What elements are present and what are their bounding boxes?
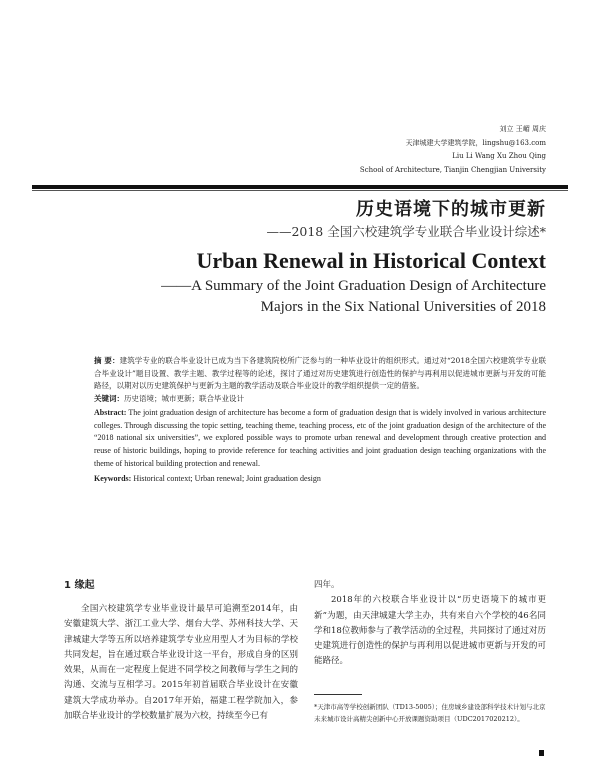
header-rule <box>32 185 568 189</box>
keywords-cn <box>94 393 546 406</box>
keywords-label-en: Keywords: <box>94 473 132 483</box>
keywords-label-cn: 关键词： <box>94 393 124 403</box>
abstract-label-en: Abstract: <box>94 408 127 417</box>
body-paragraph-left: 全国六校建筑学专业毕业设计最早可追溯至2014年，由安徽建筑大学、浙江工业大学、烟台大学、苏州科技大学、天津城建大学等五所以培养建筑学专业应用型人才为目标的学校共同发起，旨在通过联合毕业设计这一平台，形成自身的区别效果，从而在一定程度上促进不同学校之间教师与学生之间的沟通、交流与互相学习。2015年初首届联合毕业设计在安徽建筑大学成功举办。自2017年开始，福建工程学院加入，参加联合毕业设计的学校数量扩展为六校，持续至今已有 <box>64 604 298 722</box>
abstract-block <box>94 355 546 485</box>
body-paragraph-right: 2018年的六校联合毕业设计以“历史语境下的城市更新”为题，由天津城建大学主办，共有来自六个学校的46名同学和18位教师参与了教学活动的全过程，共同探讨了通过对历史建筑进行创造性的保护与再利用以促进城市更新与开发的可能路径。 <box>314 595 546 667</box>
page-corner-mark <box>539 750 544 756</box>
subtitle-en-line-1: ——A Summary of the Joint Graduation Design of Architecture <box>161 278 546 294</box>
keywords-en <box>94 473 546 486</box>
abstract-label-cn: 摘 要： <box>94 356 120 365</box>
section-heading: 1 缘起 <box>64 580 95 591</box>
keywords-text-en: Historical context; Urban renewal; Joint graduation design <box>133 473 321 483</box>
footnote-rule <box>314 694 362 695</box>
header-rule-thin <box>32 190 568 191</box>
author-info <box>246 123 546 177</box>
author-names-cn: 刘立 王嵋 周庆 <box>499 125 546 133</box>
author-affiliation-cn: 天津城建大学建筑学院，lingshu@163.com <box>405 138 546 147</box>
subtitle-cn: ——2018 全国六校建筑学专业联合毕业设计综述* <box>266 224 546 239</box>
body-column-left <box>64 578 298 724</box>
keywords-text-cn: 历史语境；城市更新；联合毕业设计 <box>124 393 244 403</box>
abstract-text-cn: 建筑学专业的联合毕业设计已成为当下各建筑院校所广泛参与的一种毕业设计的组织形式。通过对“2018全国六校建筑学专业联合毕业设计”题目设置、教学主题、教学过程等的论述，探讨了通过对历史建筑进行创造性的保护与再利用以促进城市更新与开发的可能路径，以期对以历史建筑保护与更新为主题的教学活动及联合毕业设计的教学组织提供一定的借鉴。 <box>94 356 546 390</box>
abstract-cn <box>94 355 546 393</box>
footnote: *天津市高等学校创新团队（TD13-5005）；住房城乡建设部科学技术计划与北京未来城市设计高精尖创新中心开放课题资助项目（UDC2017020212）。 <box>314 703 546 723</box>
author-affiliation-en: School of Architecture, Tianjin Chengjian University <box>359 165 546 174</box>
subtitle-en-line-2: Majors in the Six National Universities of 2018 <box>260 299 546 315</box>
abstract-en <box>94 407 546 471</box>
title-cn: 历史语境下的城市更新 <box>356 199 546 220</box>
body-column-right <box>314 578 546 670</box>
body-paragraph-continuation: 四年。 <box>314 580 340 590</box>
author-names-en: Liu Li Wang Xu Zhou Qing <box>452 152 546 160</box>
title-en: Urban Renewal in Historical Context <box>196 248 546 273</box>
abstract-text-en: The joint graduation design of architecture has become a form of graduation design that is widely involved in various architecture colleges. Through discussing the topic setting, teaching theme, teaching process, etc of the joint graduation design of the architecture of the “2018 national six universities”, we explored possible ways to promote urban renewal and development through creative protection and reuse of historic buildings, hoping to provide reference for teaching activities and joint graduation design teaching organizations with the theme of historical building protection and renewal. <box>94 408 546 468</box>
title-block <box>26 198 546 318</box>
